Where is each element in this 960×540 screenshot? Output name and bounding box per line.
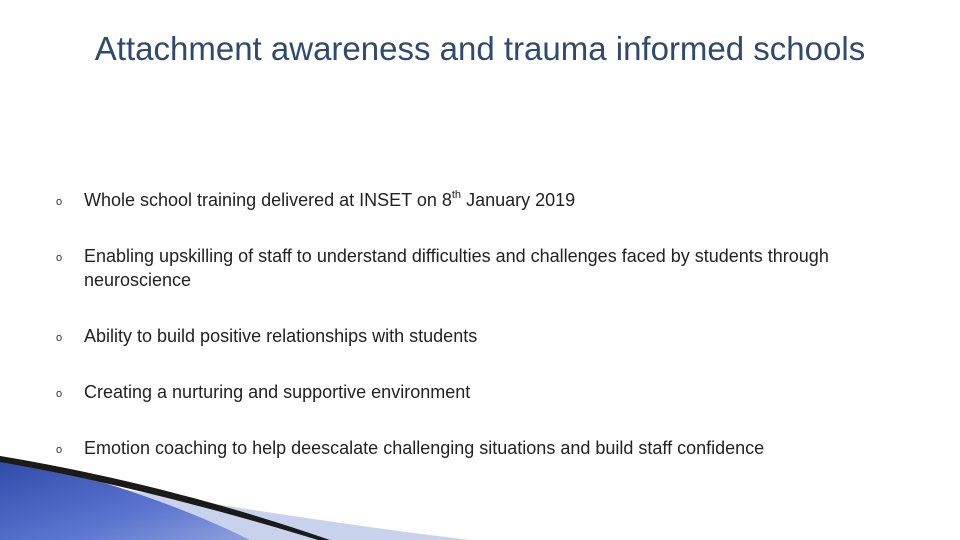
bullet-marker-icon: o	[56, 196, 63, 208]
bullet-text: Creating a nurturing and supportive environment	[84, 382, 471, 402]
bullet-marker-icon: o	[56, 444, 63, 456]
bullet-text: Enabling upskilling of staff to understand difficulties and challenges faced by students through neuroscience	[84, 246, 829, 290]
bullet-text: Emotion coaching to help deescalate challenging situations and build staff confidence	[84, 438, 765, 458]
bullet-marker-icon: o	[56, 388, 63, 400]
bullet-marker-icon: o	[56, 252, 63, 264]
bullet-marker-icon: o	[56, 332, 63, 344]
bullet-text-part: Whole school training delivered at INSET on 8	[84, 190, 452, 210]
ordinal-superscript: th	[451, 189, 462, 201]
bullet-text: Ability to build positive relationships with students	[84, 326, 478, 346]
slide-title: Attachment awareness and trauma informed schools	[94, 30, 866, 67]
bullet-text-part: January 2019	[461, 190, 576, 210]
